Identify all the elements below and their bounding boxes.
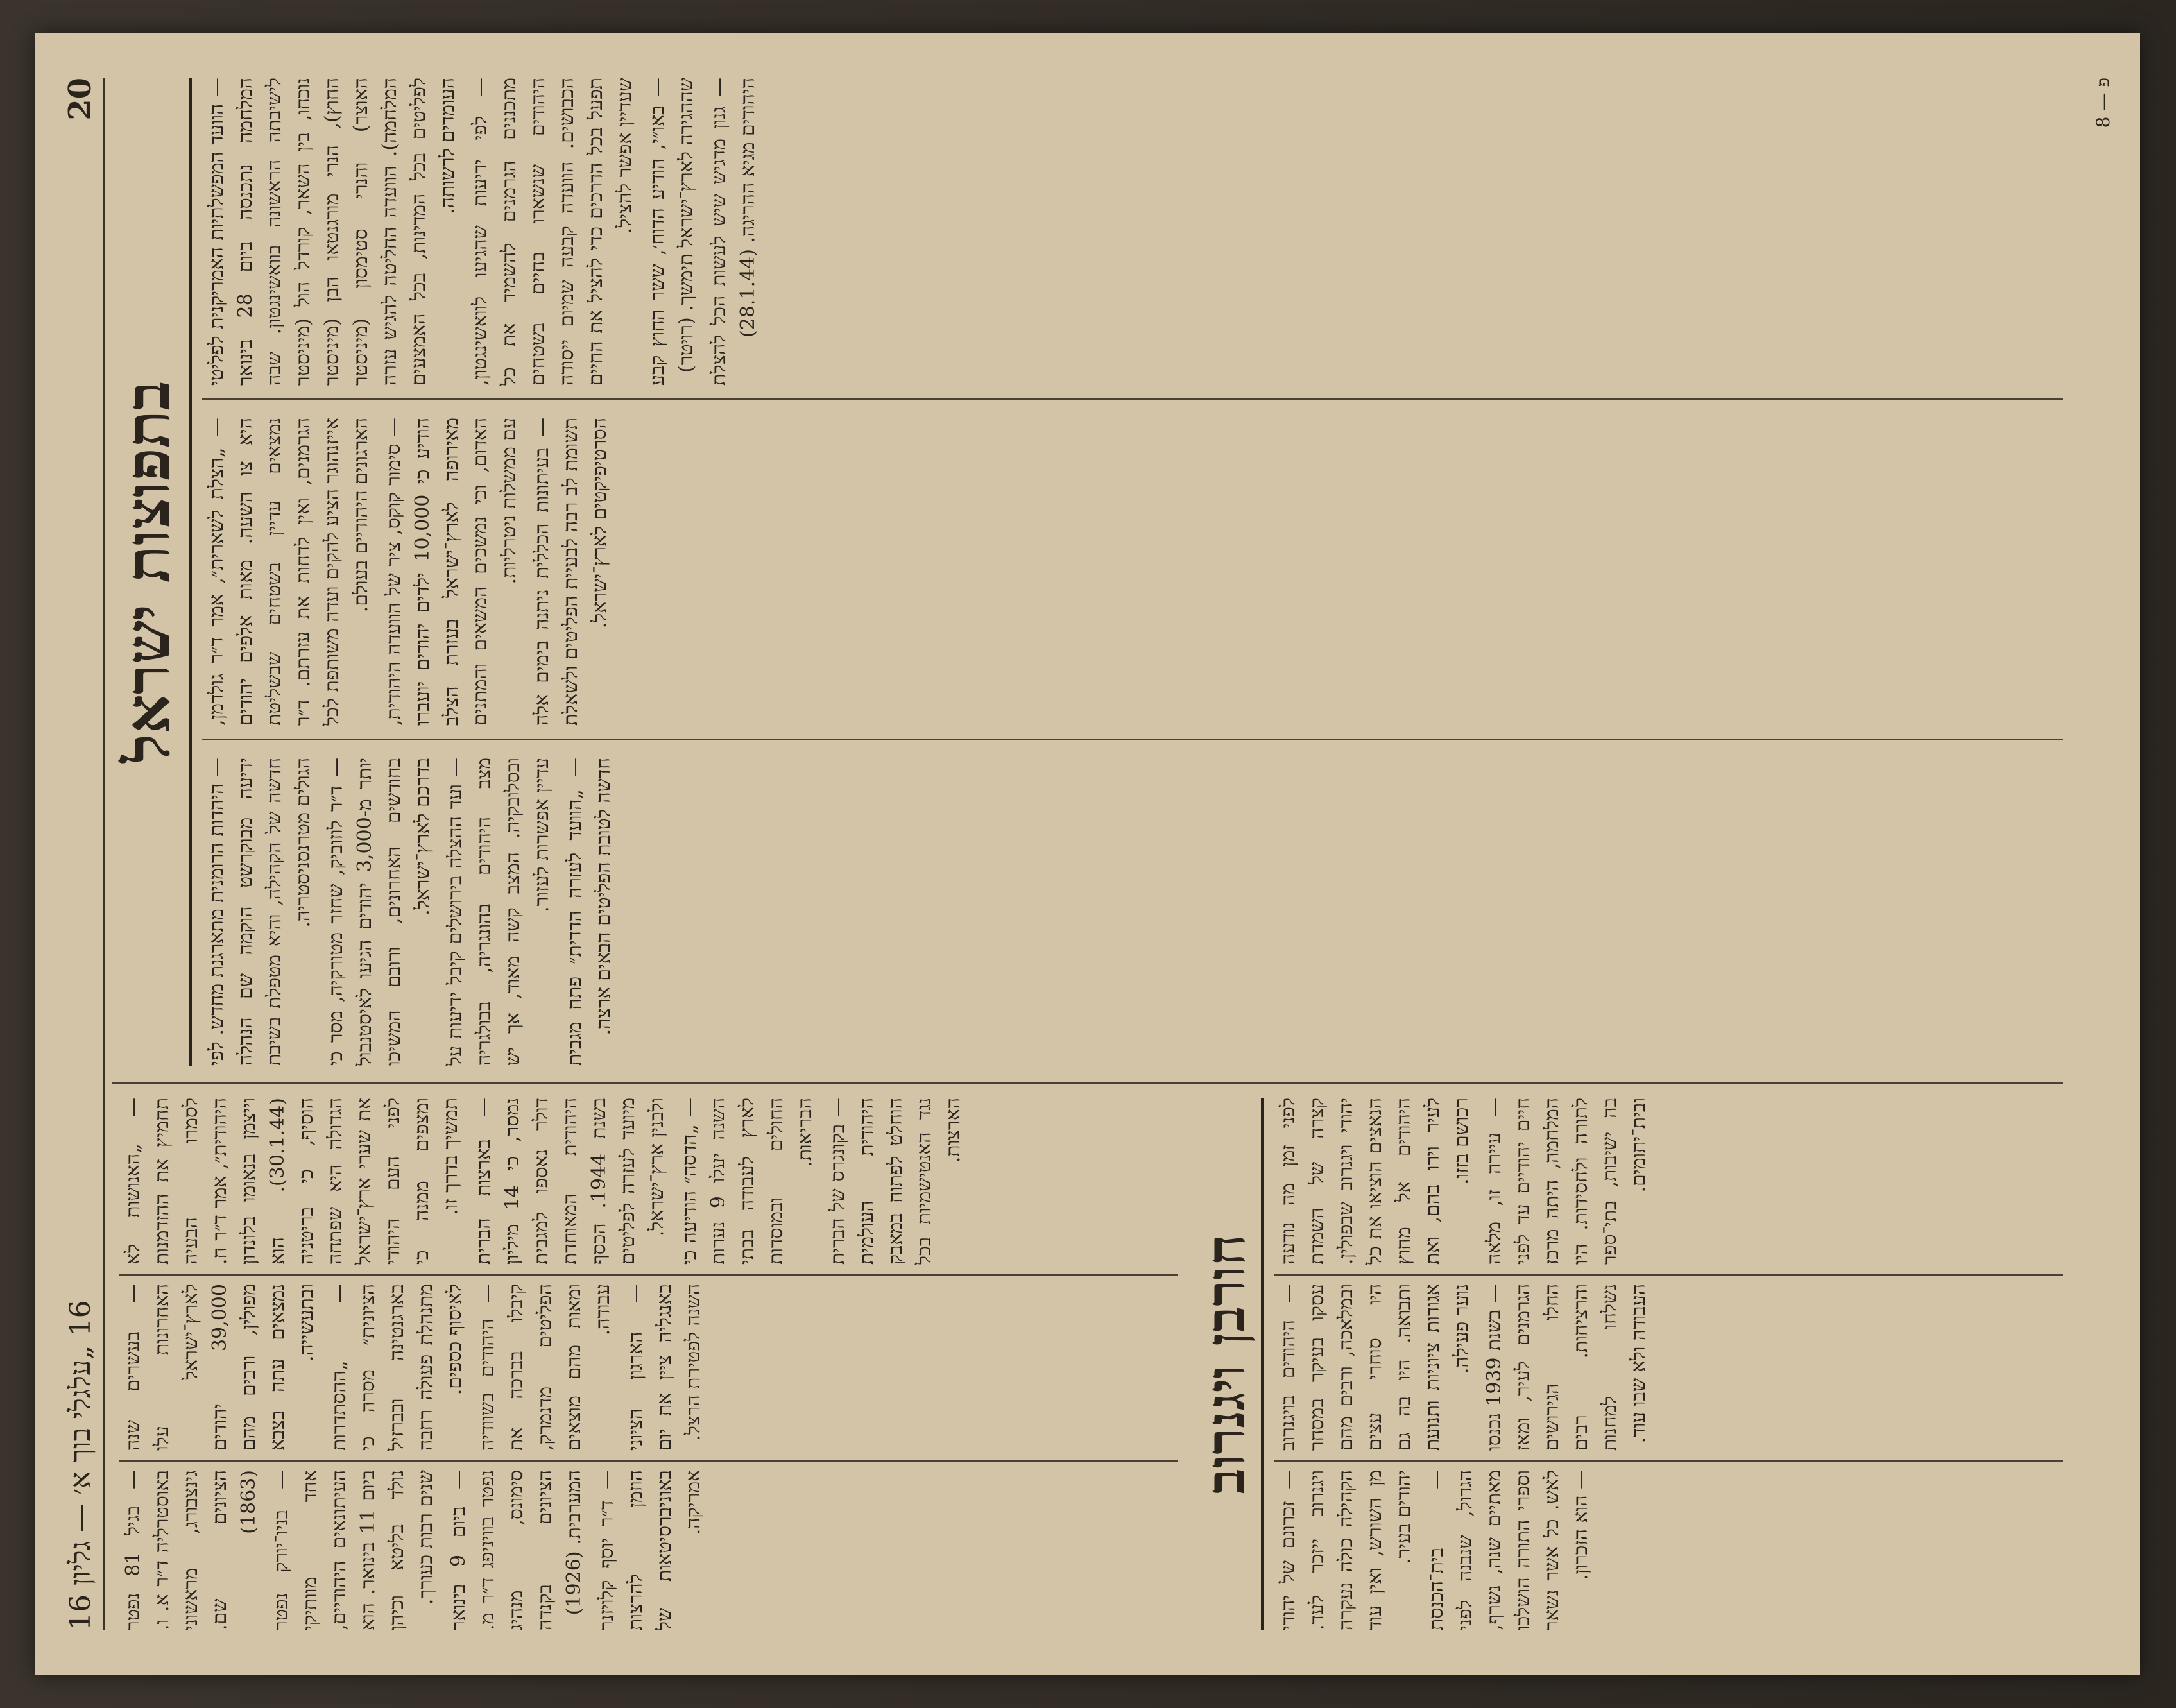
paragraph: — סימור קוקס, ציר של הוועדה היהודית, הודיע כי 10,000 ילדים יהודים יועברו מאירופה לארץ־ישראל בעזרת הצלב האדום, וכי נמשכים המשאים והמתנים עם ממשלות ניטרליות. — [382, 418, 520, 726]
paragraph: — היהודים בויגנרוב עסקו בעיקר במסחר ובמלאכה, ורבים מהם היו סוחרי עצים ותבואה. היו בה גם אגודות ציוניות ותנועת נוער פעילה. — [1277, 1284, 1473, 1451]
section-two-col-b — [119, 1284, 1178, 1451]
paragraph: — היהדות הרומנית מתארגנת מחדש. לפי ידיעה מבוקרשט הוקמה שם הנהלה חדשה של הקהילה, והיא מטפלת בשיבת הגולים מטרנסניסטריה. — [205, 758, 314, 1066]
paragraph: — בקונגרס של הברית היהודית העולמית הוחלט לפתוח במאבק נגד האנטישמיות בכל הארצות. — [827, 1098, 964, 1265]
paragraph: — בית־הכנסת הגדול, שנבנה לפני מאתיים שנה, נשרף, וספרי התורה הושלכו לאש. כל אשר נשאר — הוא הזכרון. — [1425, 1470, 1592, 1630]
paragraph: — בעיתונות הכללית ניתנה בימים אלה תשומת לב רבה לבעיית הפליטים ולשאלת הסרטיפיקטים לארץ־ישראל. — [531, 418, 611, 726]
page-number: 20 — [62, 78, 98, 121]
section-two-col-c — [119, 1470, 1178, 1630]
section-three-col-b — [1274, 1284, 2063, 1451]
paragraph: — „האנושות לא תחמיץ את ההזדמנות לסמרו הבעיה היהודית״, אמר ד״ר ח. וייצמן בנאומו בלונדון (30.1.44). הוא הוסיף, כי בריטניה הגדולה היא שפתחה את שערי ארץ־ישראל לפני העם היהודי ומצפים ממנה כי תמשיך בדרך זו. — [122, 1098, 462, 1265]
paragraph: — זכרונם של יהודי ויגנרוב ייזכר לעד. הקהילה כולה נעקרה מן השורש, ואין עוד יהודים בעיר. — [1277, 1470, 1415, 1630]
section-three-col-a — [1274, 1098, 2063, 1265]
printer-signature: פ — 8 — [2093, 78, 2114, 128]
column-rule — [1274, 1274, 2063, 1276]
paragraph: — היהודים בשוודיה קיבלו בברכה את הפליטים מדנמרק, ומאות מהם מוצאים עבודה. — [476, 1284, 614, 1451]
column-rule — [119, 1460, 1178, 1462]
magazine-page — [35, 33, 2140, 1675]
paragraph: — „ההסתדרות הציונית״ מסרה כי בארגנטינה ובברזיל מתנהלת פעולה רחבה לאיסוף כספים. — [328, 1284, 466, 1451]
paragraph: — בעשרים שנה האחרונות עלו לארץ־ישראל 39,000 יהודים מפולין, ורבים מהם נמצאים עתה בצבא ובתעשייה. — [122, 1284, 318, 1451]
paragraph: — בגיל 81 נפטר באוסטרליה ד״ר א. ו. גינצבורג, מראשוני הציונים שם. (1863) — [122, 1470, 260, 1630]
section-one-col-left — [202, 758, 2063, 1066]
column-rule — [202, 398, 2063, 400]
paragraph: — בארצות הברית נמסר, כי 14 מיליון דולר נאספו למגבית היהודית המאוחדת בשנת 1944. הכסף מיועד לעזרה לפליטים ולבנין ארץ־ישראל. — [472, 1098, 668, 1265]
paragraph: — ביום 9 בינואר נפטר בוויניפג ד״ר מ. סימונס, מנהיג הציונים בקנדה המערבית. (1926) — [447, 1470, 585, 1630]
section-two-col-a — [119, 1098, 1178, 1265]
paragraph: — ועד ההצלה בירושלים קיבל ידיעות על מצב היהודים בהונגריה, בבולגריה ובסלובקיה. המצב קשה מאוד, אך יש עדיין אפשרות לעזור. — [444, 758, 553, 1066]
paragraph: — הוועד המפשלתיות האמריקנית לפליטי המלחמה נתכנסה ביום 28 בינואר לישיבתה הראשונה בוואשינגטון. שבה נוכחו, בין השאר, קורדל הול (מיניסטר החוץ), הנרי מורגנטאו הבן (מיניסטר האוצר) והנרי סטימסון (מיניסטר המלחמה). הוועדה החליטה להגיש עזרה לפליטים בכל המדינות, בכל האמצעים העומדים לרשותה. — [205, 78, 459, 386]
paragraph: — „הצלת לשארית״, אמר ד״ר גולדמן, היא צו השעה. מאות אלפים יהודים נמצאים עדיין בשטחים שבשליטת הגרמנים, ואין לדחות את עזרתם. ד״ר אייזנהוגר הציע להקים ועדה משותפת לכל הארגונים היהודיים בעולם. — [205, 418, 372, 726]
paragraph: — ד״ר לוזוביק, שחזר מטורקיה, מסר כי יותר מ-3,000 יהודים הגיעו לאיסטנבול בחודשים האחרונים, ורובם המשיכו בדרכם לארץ־ישראל. — [325, 758, 434, 1066]
running-head — [61, 78, 105, 1630]
paragraph: — באו״י, הודיע הדוח׳, ששר החוץ קבע שההגירה לארץ־ישראל תימשך. (רויטר) — [646, 78, 698, 386]
section-title-wiegenrow: חורבן ויגנרוב — [1194, 1234, 1257, 1494]
running-head-text: 16 „עלגלי בוך א׳ — גליון 16 — [64, 1300, 97, 1630]
title-underline — [1261, 1098, 1264, 1630]
paragraph: — ד״ר יוסף קלויזנר הוזמן להרצות באוניברסיטאות של אמריקה. — [595, 1470, 705, 1630]
section-three-col-c — [1274, 1470, 2063, 1630]
section-divider — [112, 1082, 2063, 1084]
paragraph: — בניו־יורק נפטר אחד מוותיקי העיתונאים היהודיים, ביום 11 בינואר. הוא נולד בליטא וכיהן שנים רבות כעורך. — [270, 1470, 437, 1630]
section-one-col-right — [202, 78, 2063, 386]
column-rule — [1274, 1460, 2063, 1462]
paragraph: לפני זמן מה נודעה קצרה של השמדת יהודי ויגנרוב שבפולין. הנאצים הוציאו את כל היהודים אל מחוץ לעיר וירו בהם, ואת רכושם בזזו. — [1277, 1098, 1473, 1265]
paragraph: — לפי ידיעות שהגיעו לוואשינגטון, מתכננים הגרמנים להשמיד את כל היהודים שנשארו בחיים בשטחים הכבושים. הוועדה קבעה שמיום ייסודה תפעל בכל הדרכים כדי להציל את החיים שעדיין אפשר להציל. — [469, 78, 636, 386]
title-underline — [189, 78, 192, 1066]
paragraph: — „הדסה״ הודיעה כי השנה יעלו 9 נערות לארץ לעבודה בבתי החולים ובמוסדות הבריאות. — [678, 1098, 816, 1265]
column-rule — [202, 739, 2063, 740]
paragraph: — „הוועד לעזרה הדדית״ פתח מגבית חדשה לטובת הפליטים הבאים ארצה. — [563, 758, 615, 1066]
section-one-col-middle — [202, 418, 2063, 726]
column-rule — [119, 1274, 1178, 1276]
paragraph: — גנון מדגיש שיש לעשות הכל להצלת היהודים מגיא ההריגה. (28.1.44) — [708, 78, 759, 386]
section-title-diaspora: בתפוצות ישראל — [111, 380, 184, 763]
paragraph: — הארגון הציוני באנגליה ציין את יום השנה לפטירת הרצל. — [624, 1284, 705, 1451]
paragraph: — בשנת 1939 נכנסו הגרמנים לעיר, ומאז החלו הגירושים והרציחות. רבים נשלחו למחנות העבודה ולא שבו עוד. — [1483, 1284, 1650, 1451]
paragraph: — עיירה זו, מלאה חיים יהודיים עד לפני המלחמה, היתה מרכז לתורה ולחסידות. היו בה ישיבות, בתי־ספר ובית־יתומים. — [1483, 1098, 1650, 1265]
